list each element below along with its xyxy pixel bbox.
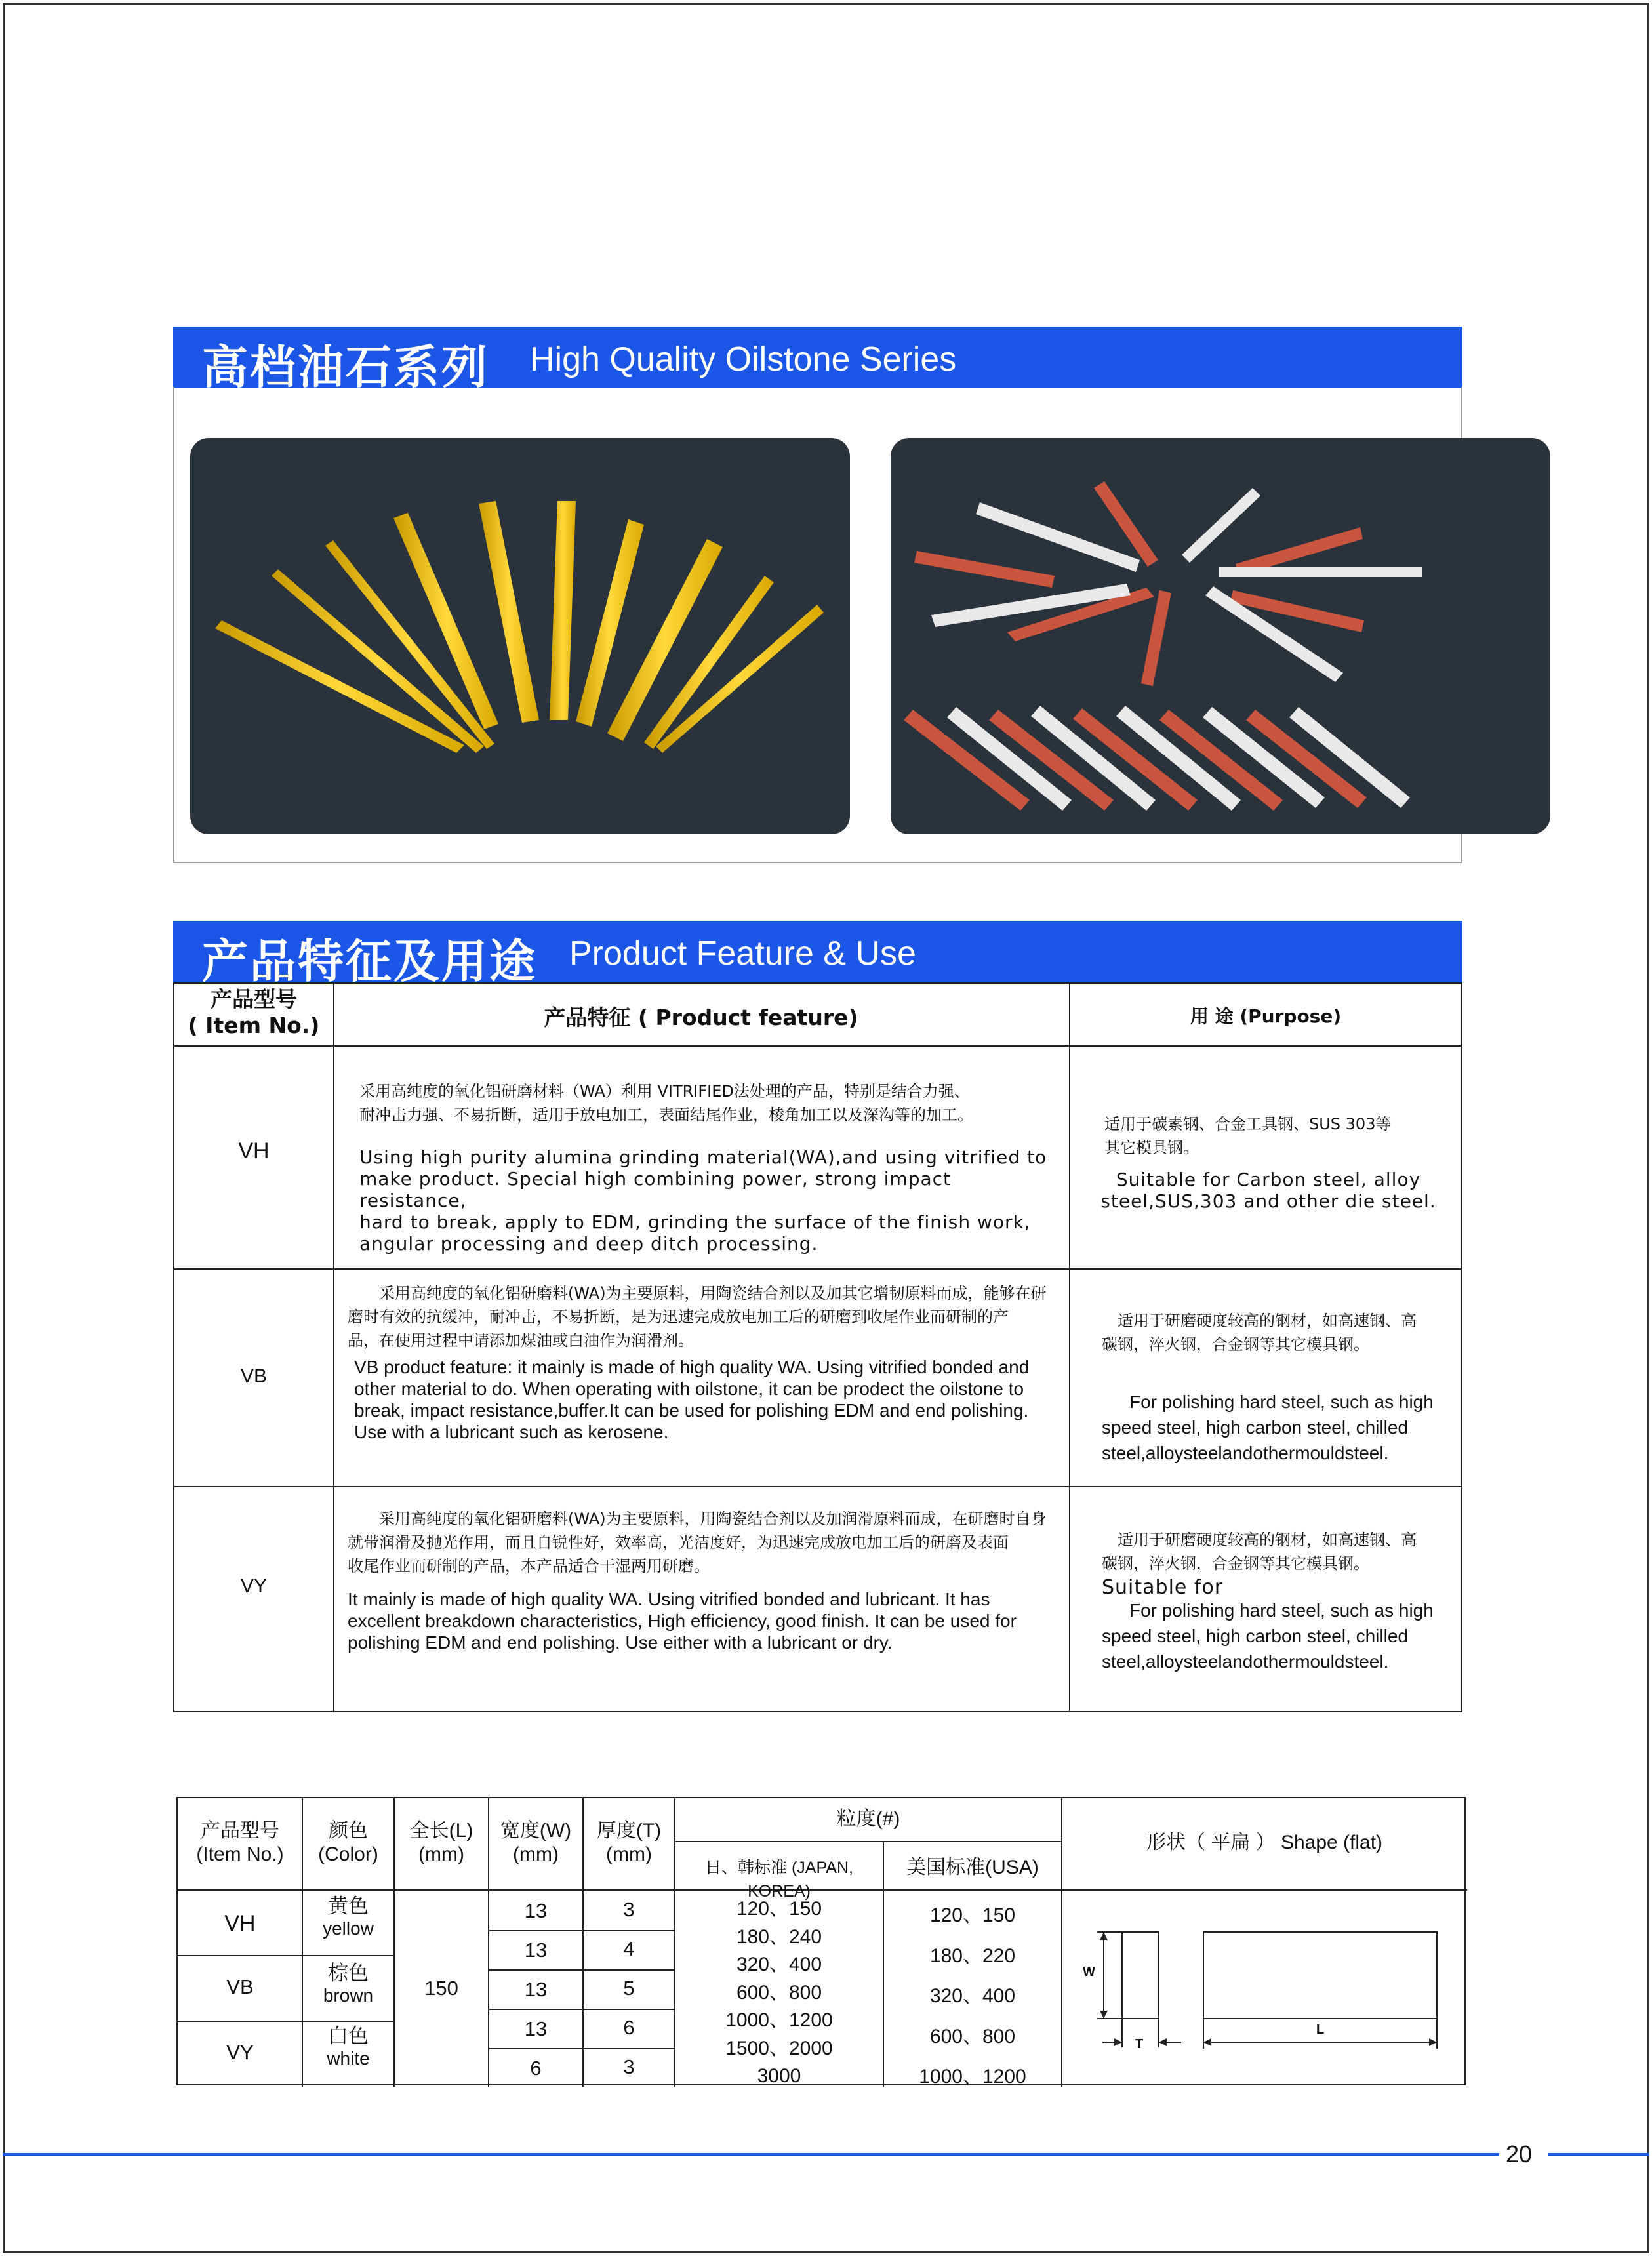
vh-feature-en-2: make product. Special high combining power, strong impact resistance,: [359, 1168, 952, 1211]
item-vh: VH: [238, 1138, 270, 1163]
header-item-zh: 产品型号: [211, 986, 297, 1012]
vy-feature-en-3: polishing EDM and end polishing. Use either with a lubricant or dry.: [348, 1632, 893, 1653]
spec-thickness-2: 4: [623, 1937, 635, 1960]
spec-header-thickness: [583, 1819, 675, 1866]
grit-usa-4: 600、800: [929, 2025, 1016, 2047]
feature-table: [173, 982, 1462, 1712]
series-title-zh: 高档油石系列: [202, 340, 489, 394]
spec-width-3: 13: [524, 1978, 548, 2001]
spec-header-length: [394, 1819, 489, 1866]
header-purpose: 用 途 (Purpose): [1190, 1005, 1342, 1027]
spec-grit-usa-list: [883, 1895, 1062, 2097]
grit-jk-3: 320、400: [736, 1954, 822, 1975]
spec-width-2: 13: [524, 1939, 548, 1962]
spec-width-5: 6: [530, 2057, 542, 2080]
spec-header-width-zh: 宽度(W): [500, 1820, 572, 1842]
spec-width-4: 13: [524, 2017, 548, 2040]
vy-feature-zh-1: 采用高纯度的氧化铝研磨料(WA)为主要原料，用陶瓷结合剂以及加润滑原料而成，在研磨时自身: [379, 1510, 1047, 1528]
spec-grit-jk-list: [675, 1895, 883, 2091]
vb-feature-en-2: other material to do. When operating with oilstone, it can be prodect the oilstone to: [354, 1379, 1024, 1399]
grit-jk-2: 180、240: [736, 1925, 822, 1948]
header-feature: 产品特征 ( Product feature): [544, 1005, 858, 1030]
vb-purpose-en-3: steel,alloysteelandothermouldsteel.: [1102, 1443, 1389, 1463]
vb-purpose: [1102, 1309, 1456, 1356]
vh-purpose-en-1: Suitable for Carbon steel, alloy: [1116, 1169, 1421, 1190]
vh-feature-zh-1: 采用高纯度的氧化铝研磨材料（WA）利用 VITRIFIED法处理的产品，特别是结合力强、: [359, 1082, 970, 1100]
vy-feature-zh-2: 就带润滑及抛光作用，而且自锐性好，效率高，光洁度好，为迅速完成放电加工后的研磨及表面: [348, 1533, 1009, 1552]
spec-header-shape: 形状（ 平扁 ） Shape (flat): [1146, 1832, 1383, 1853]
spec-header-item-en: (Item No.): [196, 1843, 284, 1865]
shape-label-t: T: [1135, 2037, 1144, 2051]
yellow-oilstones-drawing: [190, 438, 850, 834]
vh-purpose: [1104, 1112, 1459, 1159]
spec-header-item-zh: 产品型号: [201, 1820, 279, 1842]
item-vy: VY: [240, 1575, 268, 1597]
grit-usa-1: 120、150: [929, 1904, 1016, 1926]
spec-color-vb-zh: 棕色: [328, 1962, 369, 1984]
grit-jk-6: 1500、2000: [725, 2037, 833, 2059]
vh-purpose-en-2: steel,SUS,303 and other die steel.: [1100, 1190, 1436, 1212]
mixed-oilstones-photo: [891, 438, 1550, 834]
grit-jk-1: 120、150: [736, 1898, 822, 1920]
spec-color-vy: [302, 2025, 394, 2070]
vy-feature-en-2: excellent breakdown characteristics, High efficiency, good finish. It can be used for: [348, 1611, 1017, 1631]
spec-header-width-en: (mm): [513, 1843, 559, 1865]
vy-purpose-en-3: steel,alloysteelandothermouldsteel.: [1102, 1651, 1389, 1672]
header-item: [174, 986, 333, 1039]
spec-thickness-5: 3: [623, 2055, 635, 2078]
mixed-oilstones-drawing: [891, 438, 1550, 834]
vb-feature-zh-1: 采用高纯度的氧化铝研磨料(WA)为主要原料，用陶瓷结合剂以及加其它增韧原料而成，能够在研: [379, 1284, 1047, 1302]
vh-feature: [359, 1079, 1061, 1255]
vh-purpose-en: [1074, 1169, 1462, 1212]
feature-title-en: Product Feature & Use: [569, 935, 916, 973]
grit-usa-5: 1000、1200: [919, 2066, 1026, 2087]
footer-line-right: [1548, 2153, 1649, 2156]
vy-purpose: [1102, 1528, 1456, 1674]
item-vb: VB: [240, 1365, 268, 1387]
spec-color-vb-en: brown: [323, 1985, 374, 2005]
vh-feature-zh-2: 耐冲击力强、不易折断，适用于放电加工，表面结尾作业，棱角加工以及深沟等的加工。: [359, 1106, 973, 1124]
vb-purpose-zh-2: 碳钢，淬火钢，合金钢等其它模具钢。: [1102, 1335, 1369, 1354]
vh-feature-en-1: Using high purity alumina grinding material(WA),and using vitrified to: [359, 1146, 1047, 1168]
vb-feature-en-1: VB product feature: it mainly is made of high quality WA. Using vitrified bonded and: [354, 1357, 1030, 1377]
vy-feature: [348, 1507, 1062, 1653]
spec-header-thickness-zh: 厚度(T): [596, 1820, 662, 1842]
spec-header-width: [489, 1819, 583, 1866]
vy-purpose-zh-2: 碳钢，淬火钢，合金钢等其它模具钢。: [1102, 1554, 1369, 1573]
vh-purpose-zh-2: 其它模具钢。: [1104, 1138, 1199, 1157]
series-banner: [173, 327, 1462, 394]
grit-usa-2: 180、220: [929, 1944, 1016, 1967]
grit-jk-4: 600、800: [736, 1981, 822, 2004]
spec-thickness-1: 3: [623, 1898, 635, 1921]
series-title-en: High Quality Oilstone Series: [530, 340, 957, 378]
spec-header-color-zh: 颜色: [329, 1820, 368, 1842]
vb-feature-en-4: Use with a lubricant such as kerosene.: [354, 1422, 669, 1442]
spec-item-vb: VB: [226, 1975, 254, 1998]
yellow-oilstones-photo: [190, 438, 850, 834]
spec-color-vy-zh: 白色: [328, 2024, 369, 2047]
spec-header-grit-jk: 日、韩标准 (JAPAN, KOREA): [705, 1859, 853, 1901]
spec-item-vy: VY: [226, 2041, 254, 2064]
vh-purpose-zh-1: 适用于碳素钢、合金工具钢、SUS 303等: [1104, 1115, 1392, 1133]
shape-label-w: W: [1083, 1965, 1095, 1979]
vy-purpose-en-1: For polishing hard steel, such as high: [1129, 1600, 1434, 1621]
vy-purpose-en-lead: Suitable for: [1102, 1576, 1224, 1599]
feature-title-zh: 产品特征及用途: [202, 934, 537, 988]
vb-feature-zh-2: 磨时有效的抗缓冲，耐冲击，不易折断，是为迅速完成放电加工后的研磨到收尾作业而研制的产: [348, 1308, 1009, 1326]
spec-header-grit-usa: 美国标准(USA): [906, 1857, 1039, 1878]
spec-width-1: 13: [524, 1899, 548, 1922]
vy-purpose-zh-1: 适用于研磨硬度较高的钢材，如高速钢、高: [1118, 1531, 1417, 1549]
spec-thickness-4: 6: [623, 2016, 635, 2039]
vy-purpose-en-2: speed steel, high carbon steel, chilled: [1102, 1626, 1408, 1646]
spec-length: 150: [424, 1977, 458, 2000]
spec-header-color: [302, 1819, 394, 1866]
vb-purpose-en: [1102, 1389, 1456, 1466]
spec-header-grit: 粒度(#): [836, 1808, 900, 1830]
spec-color-vh-en: yellow: [323, 1918, 374, 1939]
spec-thickness-3: 5: [623, 1977, 635, 2000]
spec-header-length-zh: 全长(L): [409, 1820, 473, 1842]
grit-jk-5: 1000、1200: [725, 2009, 833, 2031]
vb-feature-zh-3: 品，在使用过程中请添加煤油或白油作为润滑剂。: [348, 1331, 694, 1350]
spec-header-length-en: (mm): [418, 1843, 464, 1865]
spec-header-thickness-en: (mm): [606, 1843, 652, 1865]
grit-jk-7: 3000: [757, 2065, 801, 2087]
spec-item-vh: VH: [224, 1911, 256, 1936]
vb-purpose-en-1: For polishing hard steel, such as high: [1129, 1392, 1434, 1412]
header-item-en: ( Item No.): [188, 1013, 320, 1038]
spec-header-color-en: (Color): [318, 1843, 378, 1865]
vy-feature-zh-3: 收尾作业而研制的产品，本产品适合干湿两用研磨。: [348, 1557, 710, 1575]
page-number: 20: [1506, 2141, 1533, 2167]
spec-color-vy-en: white: [327, 2048, 370, 2068]
feature-banner: [173, 921, 1462, 988]
grit-usa-3: 320、400: [929, 1985, 1016, 2007]
spec-header-item: [178, 1819, 302, 1866]
spec-color-vh: [302, 1895, 394, 1940]
shape-label-l: L: [1316, 2023, 1325, 2037]
vb-purpose-zh-1: 适用于研磨硬度较高的钢材，如高速钢、高: [1118, 1312, 1417, 1330]
spec-color-vh-zh: 黄色: [328, 1895, 369, 1918]
spec-color-vb: [302, 1962, 394, 2007]
vb-purpose-en-2: speed steel, high carbon steel, chilled: [1102, 1417, 1408, 1438]
spec-table: [176, 1797, 1466, 2085]
vy-feature-en-1: It mainly is made of high quality WA. Using vitrified bonded and lubricant. It has: [348, 1589, 990, 1609]
vb-feature-en-3: break, impact resistance,buffer.It can be used for polishing EDM and end polishing.: [354, 1400, 1029, 1420]
vb-feature: [348, 1281, 1062, 1443]
vh-feature-en-4: angular processing and deep ditch processing.: [359, 1233, 818, 1255]
vh-feature-en-3: hard to break, apply to EDM, grinding the surface of the finish work,: [359, 1211, 1031, 1233]
footer-line-left: [3, 2153, 1499, 2156]
